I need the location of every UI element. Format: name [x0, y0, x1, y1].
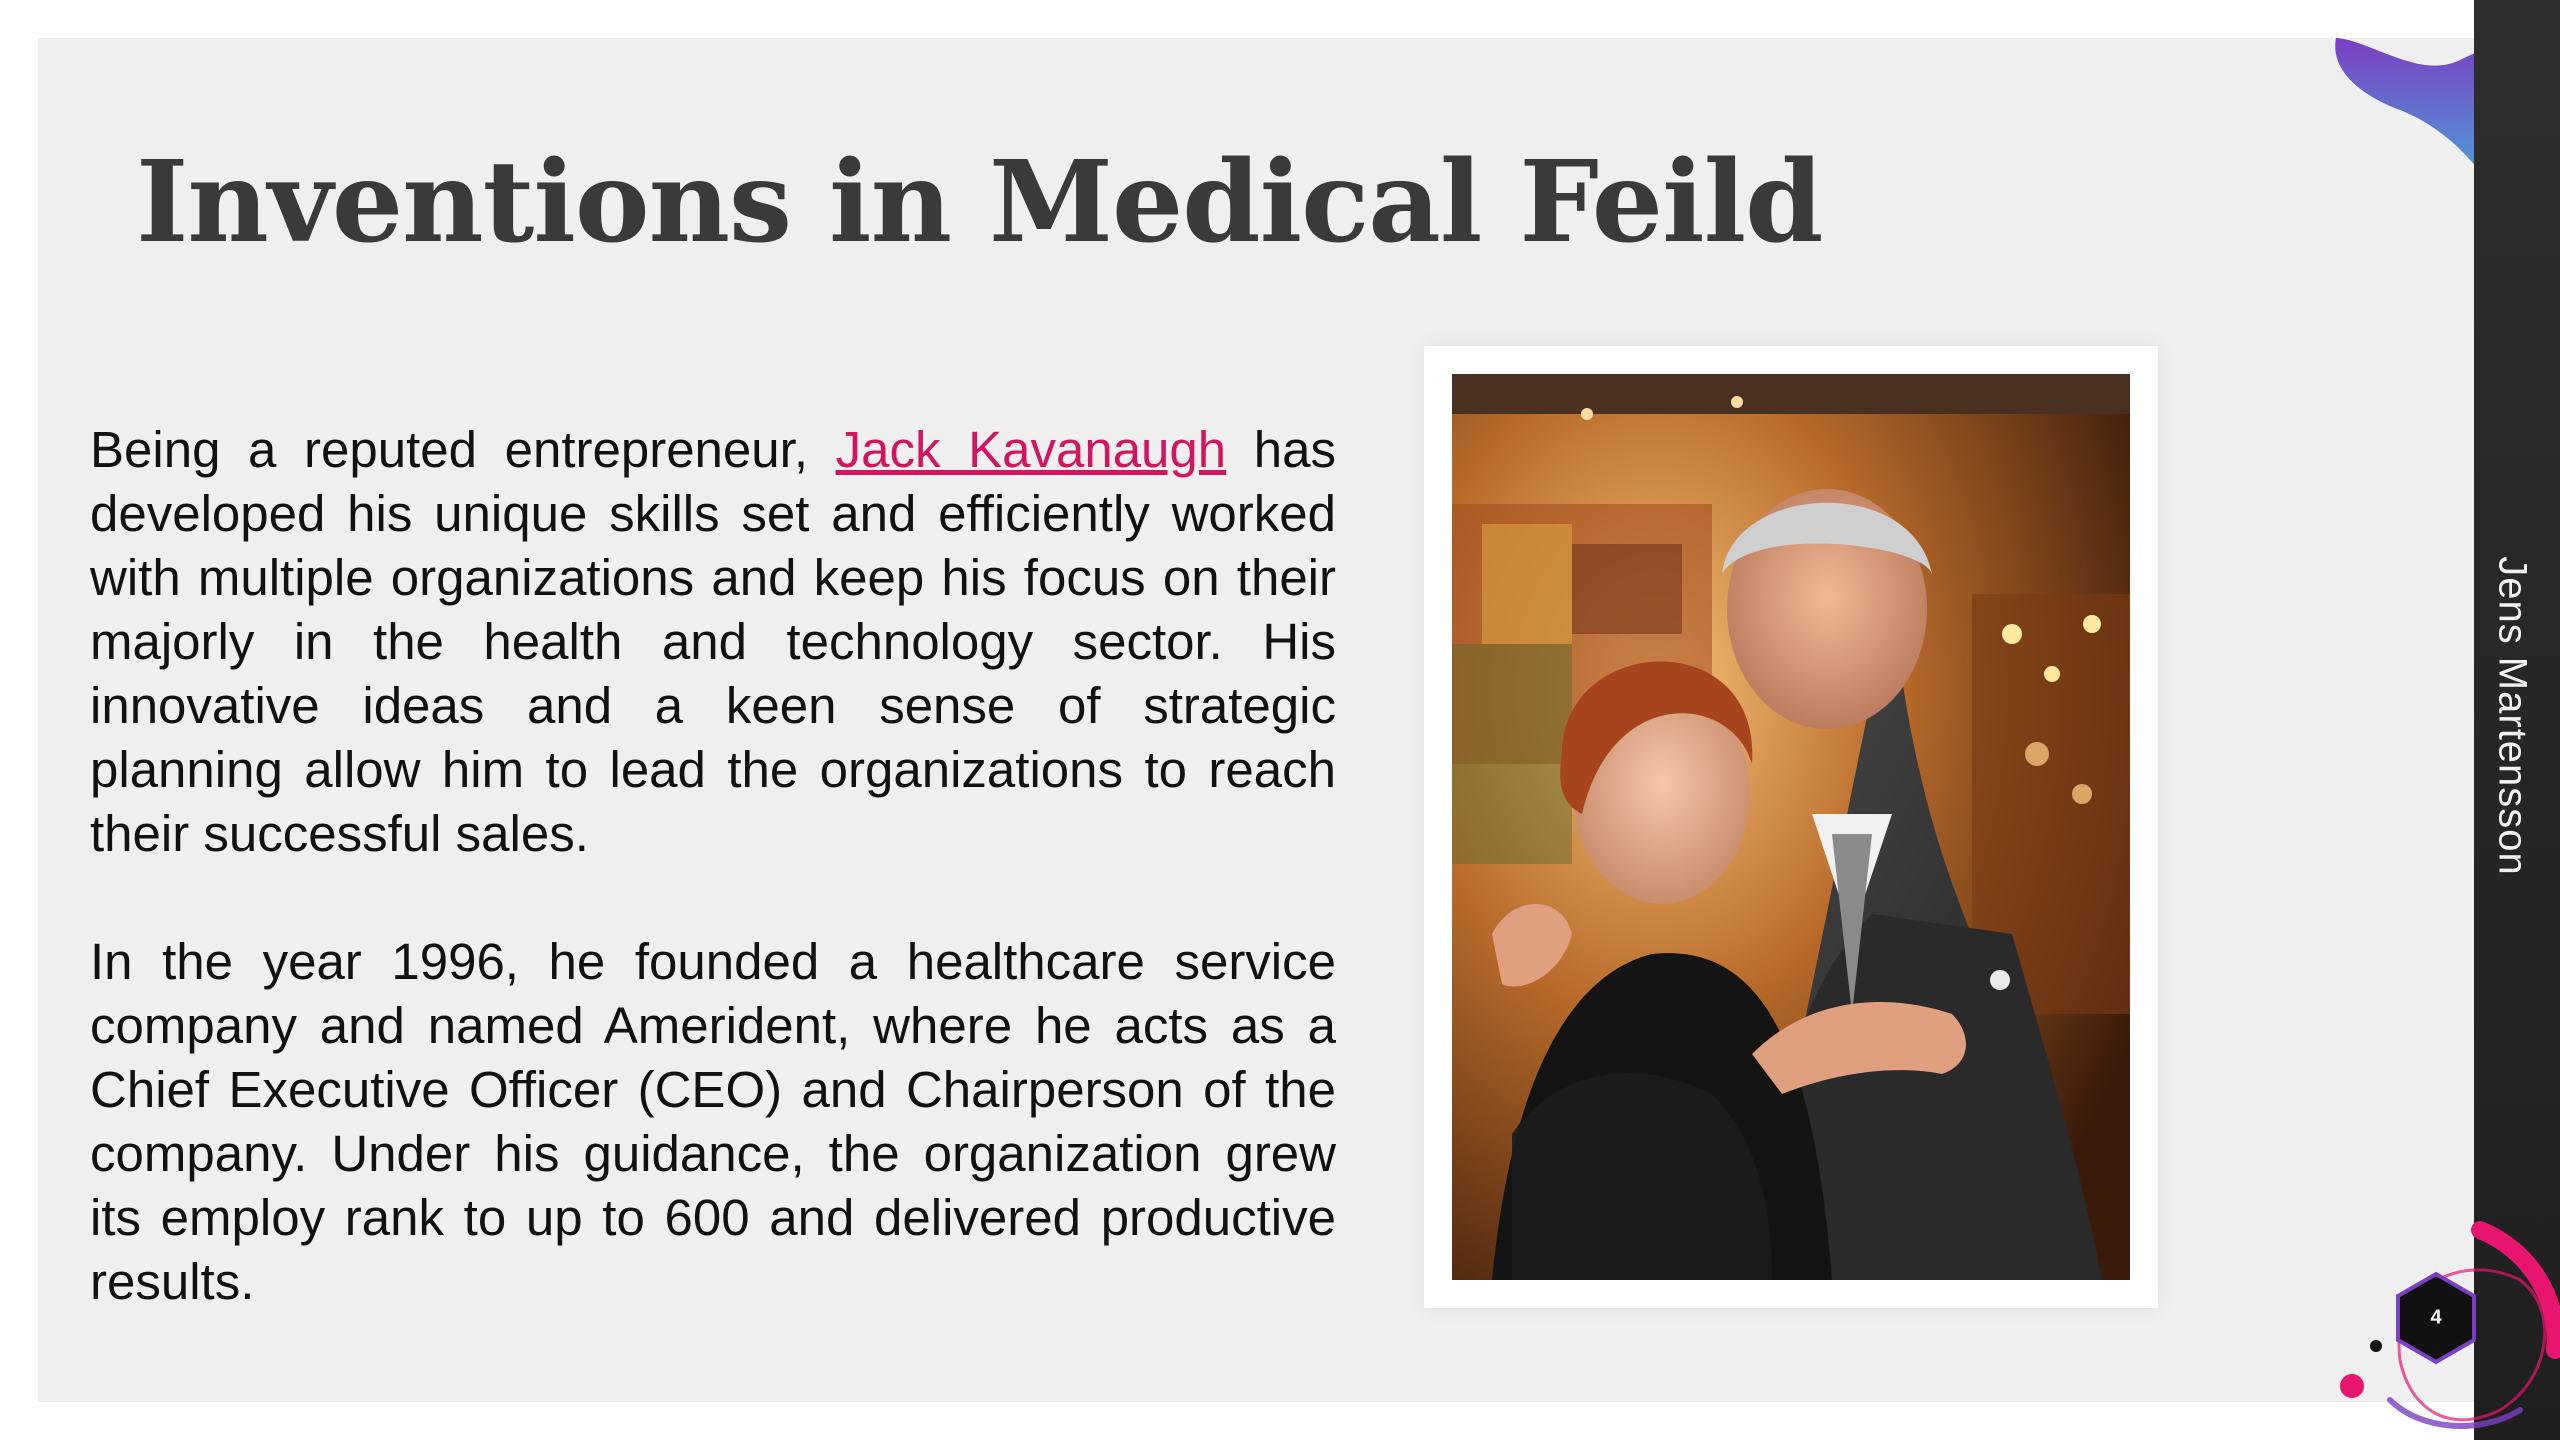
- slide-number: 4: [2430, 1306, 2442, 1329]
- body-text: [90, 418, 1336, 1378]
- paragraph-1-lead: Being a reputed entrepreneur,: [90, 421, 836, 478]
- paragraph-1: [90, 418, 1336, 866]
- author-name: Jens Martensson: [2490, 556, 2535, 876]
- slide-title: Inventions in Medical Feild: [136, 137, 1823, 268]
- paragraph-1-rest: has developed his unique skills set and efficiently worked with multiple organizations and keep his focus on their majorly in the health and technology sector. His innovative ideas and a keen sense of strategic planning allow him to lead the organizations to reach their successful sales.: [90, 421, 1336, 862]
- slide-number-badge: [2330, 1210, 2560, 1440]
- slide-canvas: [38, 38, 2474, 1402]
- couple-photo: [1452, 374, 2130, 1280]
- paragraph-2: In the year 1996, he founded a healthcare service company and named Amerident, where he acts as a Chief Executive Officer (CEO) and Chairperson of the company. Under his guidance, the organization grew its employ rank to up to 600 and delivered productive results.: [90, 933, 1336, 1310]
- person-link[interactable]: Jack Kavanaugh: [835, 421, 1227, 478]
- photo-frame: [1424, 346, 2158, 1308]
